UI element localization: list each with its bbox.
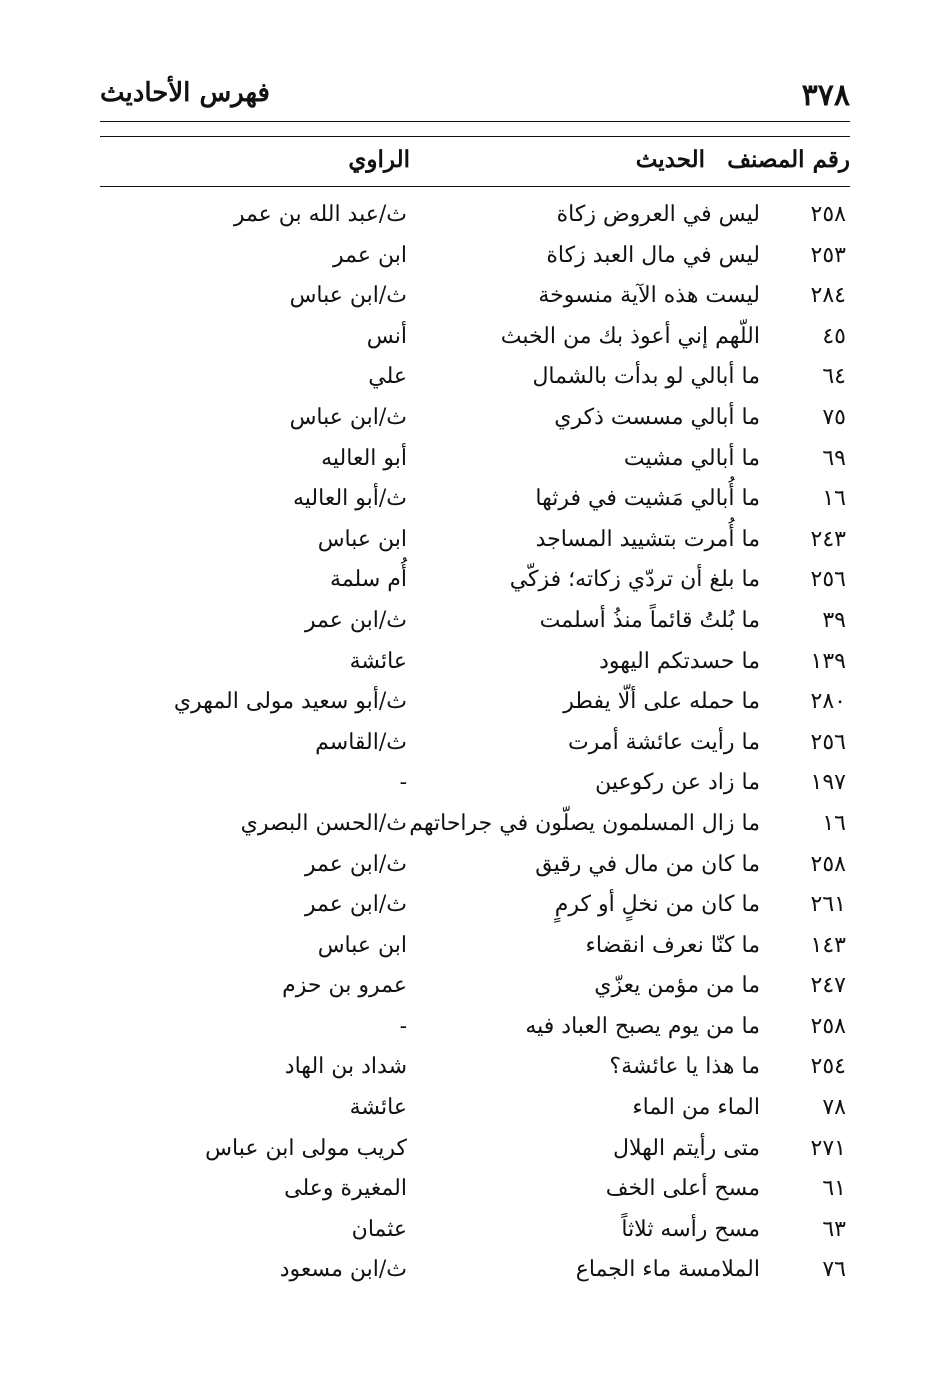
row-number: ١٦ [822, 486, 846, 512]
row-hadith-text: ما حسدتكم اليهود [599, 648, 760, 674]
page-number: ٣٧٨ [801, 78, 850, 113]
table-row [100, 1253, 850, 1294]
row-number: ٢٥٦ [810, 729, 846, 755]
row-number: ٢٤٣ [810, 526, 846, 552]
row-narrator: شداد بن الهاد [284, 1054, 407, 1080]
row-narrator: ث/ابن مسعود [279, 1257, 407, 1283]
running-title: فهرس الأحاديث [100, 78, 270, 108]
row-hadith-text: متى رأيتم الهلال [613, 1135, 760, 1161]
row-narrator: علي [368, 364, 407, 390]
row-number: ٢٥٤ [810, 1054, 846, 1080]
row-hadith-text: ليست هذه الآية منسوخة [538, 283, 760, 309]
row-hadith-text: ما كان من نخلٍ أو كرمٍ [554, 892, 760, 918]
row-narrator: ث/أبو العاليه [293, 486, 407, 512]
column-header-rule [100, 186, 850, 187]
row-hadith-text: ما أُبالي مَشيت في فرثها [535, 486, 760, 512]
row-number: ٦٤ [822, 364, 846, 390]
row-number: ٢٧١ [810, 1135, 846, 1161]
table-row [100, 807, 850, 848]
row-number: ٢٨٤ [810, 283, 846, 309]
header-rule-thin [100, 136, 850, 137]
row-narrator: عمرو بن حزم [282, 973, 407, 999]
table-row [100, 239, 850, 280]
row-hadith-text: ما كان من مال في رقيق [535, 851, 760, 877]
row-hadith-text: ما كنّا نعرف انقضاء [585, 932, 760, 958]
row-hadith-text: ما أبالي مشيت [623, 445, 760, 471]
row-narrator: أنس [366, 323, 407, 349]
row-hadith-text: ما هذا يا عائشة؟ [609, 1054, 760, 1080]
row-hadith-text: ما بلغ أن تردّي زكاته؛ فزكّي [509, 567, 760, 593]
row-hadith-text: ما من يوم يصبح العباد فيه [525, 1013, 760, 1039]
table-row [100, 360, 850, 401]
row-hadith-text: الماء من الماء [632, 1095, 760, 1121]
row-narrator: عائشة [349, 648, 407, 674]
column-header-narrator: الراوي [348, 146, 410, 173]
table-row [100, 563, 850, 604]
row-number: ٢٦١ [810, 892, 846, 918]
row-narrator: عثمان [351, 1216, 407, 1242]
row-number: ٢٥٨ [810, 1013, 846, 1039]
table-row [100, 766, 850, 807]
row-number: ٦٩ [822, 445, 846, 471]
hadith-index-table [100, 198, 850, 1294]
column-header-number: رقم المصنف [727, 146, 850, 173]
row-narrator: ابن عباس [317, 526, 407, 552]
row-narrator: ث/القاسم [315, 729, 407, 755]
table-row [100, 1091, 850, 1132]
table-row [100, 401, 850, 442]
row-hadith-text: مسح أعلى الخف [605, 1176, 760, 1202]
row-hadith-text: الملامسة ماء الجماع [575, 1257, 760, 1283]
table-row [100, 969, 850, 1010]
row-narrator: كريب مولى ابن عباس [205, 1135, 407, 1161]
row-narrator: أُم سلمة [330, 567, 407, 593]
row-number: ٧٦ [822, 1257, 846, 1283]
row-number: ٢٤٧ [810, 973, 846, 999]
table-row [100, 523, 850, 564]
row-narrator: ابن عباس [317, 932, 407, 958]
row-narrator: ث/عبد الله بن عمر [233, 202, 407, 227]
row-number: ٧٥ [822, 404, 846, 430]
table-row [100, 320, 850, 361]
row-number: ١٣٩ [810, 648, 846, 674]
running-head [100, 78, 850, 118]
row-narrator: ث/ابن عباس [289, 404, 407, 430]
row-hadith-text: ما أُمرت بتشييد المساجد [535, 526, 760, 552]
row-number: ٧٨ [822, 1095, 846, 1121]
row-number: ٢٥٦ [810, 567, 846, 593]
row-narrator: ث/ابن عباس [289, 283, 407, 309]
table-row [100, 1010, 850, 1051]
row-hadith-text: ما زال المسلمون يصلّون في جراحاتهم [409, 810, 760, 836]
row-narrator: ث/ابن عمر [304, 851, 407, 877]
row-number: ٣٩ [822, 607, 846, 633]
row-number: ٢٥٨ [810, 202, 846, 227]
table-row [100, 198, 850, 239]
row-hadith-text: ما زاد عن ركوعين [595, 770, 760, 796]
table-row [100, 1050, 850, 1091]
table-row [100, 685, 850, 726]
row-hadith-text: ما حمله على ألّا يفطر [563, 689, 760, 715]
table-row [100, 279, 850, 320]
row-number: ١٩٧ [810, 770, 846, 796]
row-narrator: ابن عمر [333, 242, 407, 268]
row-number: ٤٥ [822, 323, 846, 349]
table-row [100, 1213, 850, 1254]
table-row [100, 442, 850, 483]
row-hadith-text: ما بُلتُ قائماً منذُ أسلمت [539, 607, 760, 633]
row-hadith-text: ما رأيت عائشة أمرت [567, 729, 760, 755]
row-number: ١٤٣ [810, 932, 846, 958]
row-hadith-text: اللّهم إني أعوذ بك من الخبث [500, 323, 760, 349]
table-row [100, 1172, 850, 1213]
row-narrator: ث/ابن عمر [304, 607, 407, 633]
row-narrator: ث/ابن عمر [304, 892, 407, 918]
row-narrator: - [399, 1013, 407, 1039]
row-number: ٦٣ [822, 1216, 846, 1242]
table-row [100, 888, 850, 929]
row-narrator: عائشة [349, 1095, 407, 1121]
table-row [100, 929, 850, 970]
table-row [100, 1132, 850, 1173]
row-hadith-text: ليس في العروض زكاة [556, 202, 760, 227]
row-number: ٢٥٣ [810, 242, 846, 268]
row-narrator: أبو العاليه [321, 445, 407, 471]
row-narrator: ث/الحسن البصري [240, 810, 407, 836]
row-narrator: ث/أبو سعيد مولى المهري [173, 689, 407, 715]
column-header-hadith: الحديث [635, 146, 705, 173]
row-narrator: - [399, 770, 407, 796]
row-number: ١٦ [822, 810, 846, 836]
row-number: ٢٥٨ [810, 851, 846, 877]
table-row [100, 726, 850, 767]
table-row [100, 848, 850, 889]
row-hadith-text: ما من مؤمن يعزّي [594, 973, 760, 999]
table-row [100, 604, 850, 645]
row-hadith-text: ما أبالي مسست ذكري [554, 404, 760, 430]
row-narrator: المغيرة وعلى [284, 1176, 407, 1202]
row-hadith-text: مسح رأسه ثلاثاً [621, 1216, 760, 1242]
table-row [100, 645, 850, 686]
row-hadith-text: ليس في مال العبد زكاة [546, 242, 760, 268]
row-number: ٢٨٠ [810, 689, 846, 715]
row-number: ٦١ [822, 1176, 846, 1202]
row-hadith-text: ما أبالي لو بدأت بالشمال [532, 364, 760, 390]
table-row [100, 482, 850, 523]
header-rule [100, 121, 850, 122]
